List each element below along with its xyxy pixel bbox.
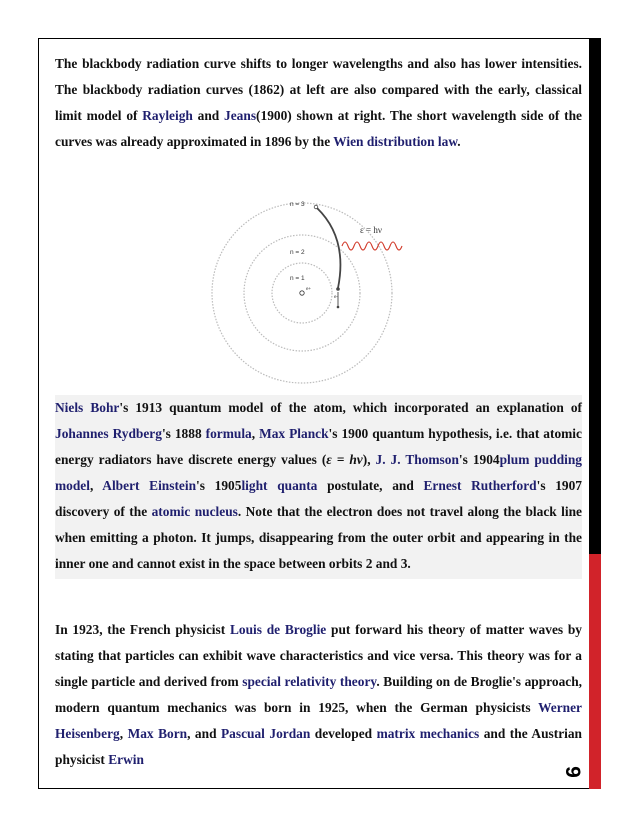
link-louis-de-broglie[interactable]: Louis de Broglie — [229, 622, 327, 637]
link-plum-pudding-model[interactable]: plum pudding model — [55, 452, 583, 493]
bohr-atom-figure — [210, 193, 430, 388]
electron-dot — [337, 306, 340, 309]
paragraph-blackbody: The blackbody radiation curve shifts to longer wavelengths and also has lower intensities. The blackbody radiation curves (1862) at left are also compared with the early, classical limit model of Rayleigh and Jeans(1900) shown at right. The short wavelength side of the curves was already approximated in 1896 by the Wien distribution law. — [55, 56, 582, 149]
photon-wave — [342, 242, 402, 250]
page-number: 9 — [561, 766, 584, 778]
electron-path — [317, 208, 340, 288]
orbit-n1 — [272, 263, 332, 323]
label-n3: n = 3 — [290, 201, 305, 208]
link-max-planck[interactable]: Max Planck — [259, 426, 329, 441]
link-pascual-jordan[interactable]: Pascual Jordan — [221, 726, 311, 741]
link-formula[interactable]: formula — [205, 426, 252, 441]
paragraph-bohr-model: Niels Bohr's 1913 quantum model of the atom, which incorporated an explanation of Johannes Rydberg's 1888 formula, Max Planck's 1900 quantum hypothesis, i.e. that atomic energy radiators have discrete energy values (ε = hν), J. J. Thomson's 1904plum pudding model, Albert Einstein's 1905light quanta postulate, and Ernest Rutherford's 1907 discovery of the atomic nucleus. Note that the electron does not travel along the black line when emitting a photon. It jumps, disappearing from the outer orbit and appearing in the inner one and cannot exist in the space between orbits 2 and 3. — [55, 395, 582, 579]
link-light-quanta[interactable]: light quanta — [241, 478, 318, 493]
side-bar-red — [589, 554, 601, 789]
nucleus — [300, 291, 304, 295]
link-albert-einstein[interactable]: Albert Einstein — [102, 478, 197, 493]
link-max-born[interactable]: Max Born — [127, 726, 188, 741]
label-n1: n = 1 — [290, 275, 305, 282]
link-ernest-rutherford[interactable]: Ernest Rutherford — [423, 478, 537, 493]
equation-energy: ε = hν — [326, 452, 363, 467]
link-matrix-mechanics[interactable]: matrix mechanics — [376, 726, 480, 741]
link-rayleigh[interactable]: Rayleigh — [142, 108, 193, 123]
paragraph-de-broglie: In 1923, the French physicist Louis de Broglie put forward his theory of matter waves by stating that particles can exhibit wave characteristics and vice versa. This theory was for a single particle and derived from special relativity theory. Building on de Broglie's approach, modern quantum mechanics was born in 1925, when the German physicists Werner Heisenberg, Max Born, and Pascual Jordan developed matrix mechanics and the Austrian physicist Erwin — [55, 622, 583, 767]
link-johannes-rydberg[interactable]: Johannes Rydberg — [55, 426, 162, 441]
link-jj-thomson[interactable]: J. J. Thomson — [375, 452, 459, 467]
link-jeans[interactable]: Jeans — [224, 108, 257, 123]
electron-end — [336, 287, 340, 291]
link-atomic-nucleus[interactable]: atomic nucleus — [151, 504, 238, 519]
nucleus-label: e+ — [306, 286, 312, 291]
side-bar-black — [589, 38, 601, 554]
link-wien-distribution-law[interactable]: Wien distribution law — [333, 134, 458, 149]
link-erwin[interactable]: Erwin — [108, 752, 144, 767]
link-werner-heisenberg[interactable]: Werner Heisenberg — [55, 700, 582, 741]
label-n2: n = 2 — [290, 249, 305, 256]
energy-label: ε = hν — [360, 225, 382, 235]
link-special-relativity-theory[interactable]: special relativity theory — [242, 674, 377, 689]
electron-label: e- — [334, 294, 339, 299]
link-niels-bohr[interactable]: Niels Bohr — [55, 400, 120, 415]
